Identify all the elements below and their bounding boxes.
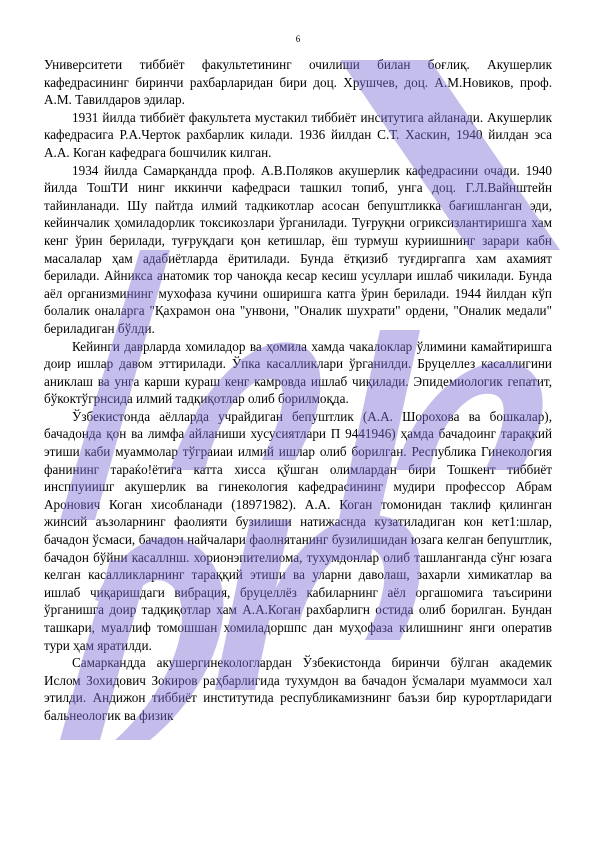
page-number: 6: [295, 34, 301, 44]
paragraph-2: 1931 йилда тиббиёт факультета мустакил тиббиёт инситутига айланади. Акушерлик кафедрасига Р.А.Черток рахбарлик килади. 1936 йилдан С.Т. Хаскин, 1940 йилдан эса А.А. Коган кафедрага бошчилик килган.: [44, 109, 552, 160]
document-body: [44, 56, 552, 725]
paragraph-6: Самаркандда акушергинекологлардан Ўзбекистонда биринчи бўлган академик Ислом Зохидович Зокиров раҳбарлигида тухумдон ва бачадон ўсмалари муаммоси хал этилди. Андижон тиббиёт институтида республикамизнинг баъзи бир курортларидаги бальнеологик ва физик: [44, 655, 552, 723]
paragraph-5: Ўзбекистонда аёлларда учрайдиган бепуштлик (А.А. Шорохова ва бошкалар), бачадонда қон ва лимфа айланиши хусусиятлари П 9441946) ҳамда бачадоинг тарақкий этиши каби муаммолар тўграиаи илмий ишлар олиб борилган. Республика Гинекология фанининг тараќо!ётига катта хисса қўшган олимлардан бири Тошкент тиббиёт инсппуиишг акушерлик ва гинекология кафедрасининг мудири профессор Абрам Аронович Коган хисобланади (18971982). А.А. Коган томонидан таклиф қилинган жинсий аъзоларнинг фаолияти бузилиши натижаснда кузатиладиган кон кет1:шлар, бачадон ўсмаси, бачадон найчалари фаолнятанинг бузилишидан юзага келган бепуштлик, бачадон бўйни касаллнш. хорионэпителиома, тухумдонлар олиб ташланганда сўнг юзага келган касалликларнинг тараққий этиши ва уларни даволаш, захарли химикатлар ва ишлаб чиқаришдаги вибрация, бруцеллёз кабиларнинг аёл оргашомига таъсирини ўрганишга доир тадқиқотлар хам А.А.Коган рахбарлигн остида олиб борилган. Бундан ташкари, муаллиф томошшан хомиладоршпс дан муҳофаза килишнинг янги оператив тури ҳам яратилди.: [44, 408, 552, 653]
paragraph-1: Университети тиббиёт факультетининг очилиши билан боғлиқ. Акушерлик кафедрасининг биринчи рахбарларидан бири доц. Хрушчев, доц. А.М.Новиков, проф. А.М. Тавилдаров эдилар.: [44, 57, 552, 108]
paragraph-3: 1934 йилда Самарқандда проф. А.В.Поляков акушерлик кафедрасини очади. 1940 йилда ТошТИ нинг иккинчи кафедраси ташкил топиб, унга доц. Г.Л.Вайнштейн тайинланади. Шу пайтда илмий тадкикотлар асосан бепуштликка бағишланган эди, кейинчалик ҳомиладорлик токсикозлари ўрганилади. Туғруқни огриксизлантиришга хам кенг ўрин берилади, туғруқдаги қон кетишлар, ёш турмуш куриишнинг зарари кабн масалалар ҳам адабиётларда ёритилади. Бунда ётқизиб туғдиргапга хам ахамият берилади. Айникса анатомик тор чаноқда кесар кесиш усуллари ишлаб чикилади. Бунда аёл организмининг мухофаза кучини оширишга катга ўрин берилади. 1944 йилдан кўп болалик оналарга "Қахрамон она "унвони, "Оналик шухрати" ордени, "Оналик медали" бериладиган бўлди.: [44, 162, 552, 336]
paragraph-4: Кейинги даврларда хомиладор ва ҳомила хамда чакалоклар ўлимини камайтиришга доир ишлар давом эттирилади. Ўпка касалликлари ўрганилди. Бруцеллез касаллигини аниклаш ва унга карши кураш кенг камровда ишлаб чиқилади. Эпидемиологик гепатит, бўкоктўгрнсида илмий тадқиқотлар олиб борилмоқда.: [44, 338, 552, 407]
